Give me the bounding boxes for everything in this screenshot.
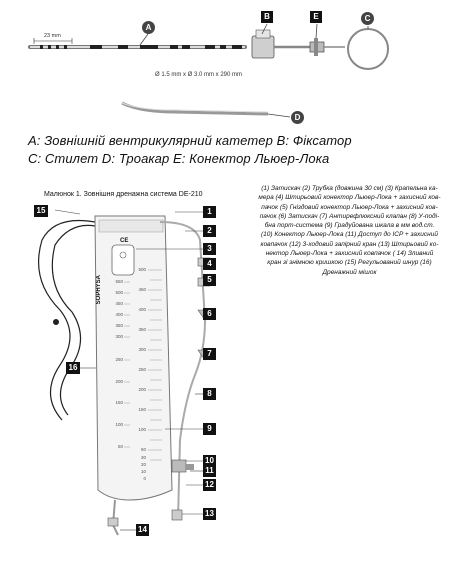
- figure-title: Малюнок 1. Зовнішня дренажна система DE-210: [44, 191, 203, 198]
- scale-label: 550: [115, 279, 123, 284]
- label-11: 11: [203, 465, 216, 477]
- legend-line: пачок (6) Затискач (7) Антирефлюксний клапан (8) У-поді-: [259, 212, 440, 220]
- scale-label: 100: [138, 427, 146, 432]
- scale-label: 50: [117, 444, 123, 449]
- legend-line: нектор Льюер-Лока + захисний ковпачок ( 14) Зливний: [265, 250, 434, 258]
- callout-a: A: [142, 21, 155, 34]
- legend-line: Дренажний мішок: [322, 268, 377, 276]
- dimension-length-label: 23 mm: [44, 33, 61, 39]
- drainage-system-illustration: [0, 200, 467, 571]
- callout-c: C: [361, 12, 374, 25]
- callout-b: B: [261, 11, 273, 23]
- legend-line: (10) Конектор Льюер-Лока (11) Доступ до ICP + захисний: [261, 231, 438, 239]
- legend-line: бна порт-система (9) Градуйована шкала в мм вод.ст.: [264, 222, 435, 230]
- legend-line: мера (4) Штирьовий конектор Льюер-Лока + захисний ков-: [258, 194, 441, 202]
- scale-label: 300: [138, 347, 146, 352]
- scale-label: 300: [115, 334, 123, 339]
- callout-d: D: [291, 111, 304, 124]
- scale-label: 250: [115, 357, 123, 362]
- scale-label: 500: [115, 290, 123, 295]
- scale-label: 500: [138, 267, 146, 272]
- scale-label: 450: [138, 287, 146, 292]
- scale-label: 350: [138, 327, 146, 332]
- label-4: 4: [203, 258, 216, 270]
- callout-e: E: [310, 11, 322, 23]
- legend-line: кран зі знімною кришкою (15) Регульований шнур (16): [267, 259, 432, 267]
- label-16: 16: [66, 362, 80, 374]
- bag-brand: SOPHYSA: [96, 275, 102, 305]
- scale-label: 50: [140, 447, 146, 452]
- label-9: 9: [203, 423, 216, 435]
- scale-label: 150: [138, 407, 146, 412]
- scale-label: 400: [115, 312, 123, 317]
- catheter-set-illustration: [0, 0, 467, 130]
- legend-line: пачок (5) Гніздовий конектор Льюер-Лока + захисний ков-: [261, 203, 438, 211]
- scale-label: 200: [115, 379, 123, 384]
- scale-label: 450: [115, 301, 123, 306]
- scale-label: 30: [140, 455, 146, 460]
- caption-line-2: С: Стилет D: Троакар Е: Конектор Льюер-Лока: [28, 151, 330, 166]
- legend-line: ковпачок (12) 3-ходовий запірний кран (13) Штирьовий ко-: [260, 240, 439, 248]
- bag-ce-mark: CE: [120, 238, 129, 244]
- label-13: 13: [203, 508, 216, 520]
- scale-label: 350: [115, 323, 123, 328]
- label-5: 5: [203, 274, 216, 286]
- label-6: 6: [203, 308, 216, 320]
- label-2: 2: [203, 225, 216, 237]
- label-7: 7: [203, 348, 216, 360]
- scale-label: 20: [140, 462, 146, 467]
- caption-line-1: А: Зовнішній вентрикулярний катетер В: Фіксатор: [28, 133, 352, 148]
- legend-line: (1) Затискач (2) Трубка (довжина 30 см) (3) Крапельна ка-: [261, 185, 438, 192]
- scale-label: 200: [138, 387, 146, 392]
- scale-label: 100: [115, 422, 123, 427]
- label-12: 12: [203, 479, 216, 491]
- label-10: 10: [203, 455, 216, 467]
- scale-label: 150: [115, 400, 123, 405]
- label-15: 15: [34, 205, 48, 217]
- label-3: 3: [203, 243, 216, 255]
- scale-label: 10: [140, 469, 146, 474]
- label-1: 1: [203, 206, 216, 218]
- scale-label: 0: [143, 476, 146, 481]
- label-8: 8: [203, 388, 216, 400]
- dimension-spec-label: Ø 1.5 mm x Ø 3.0 mm x 290 mm: [155, 72, 243, 78]
- label-14: 14: [136, 524, 149, 536]
- scale-label: 400: [138, 307, 146, 312]
- scale-label: 250: [138, 367, 146, 372]
